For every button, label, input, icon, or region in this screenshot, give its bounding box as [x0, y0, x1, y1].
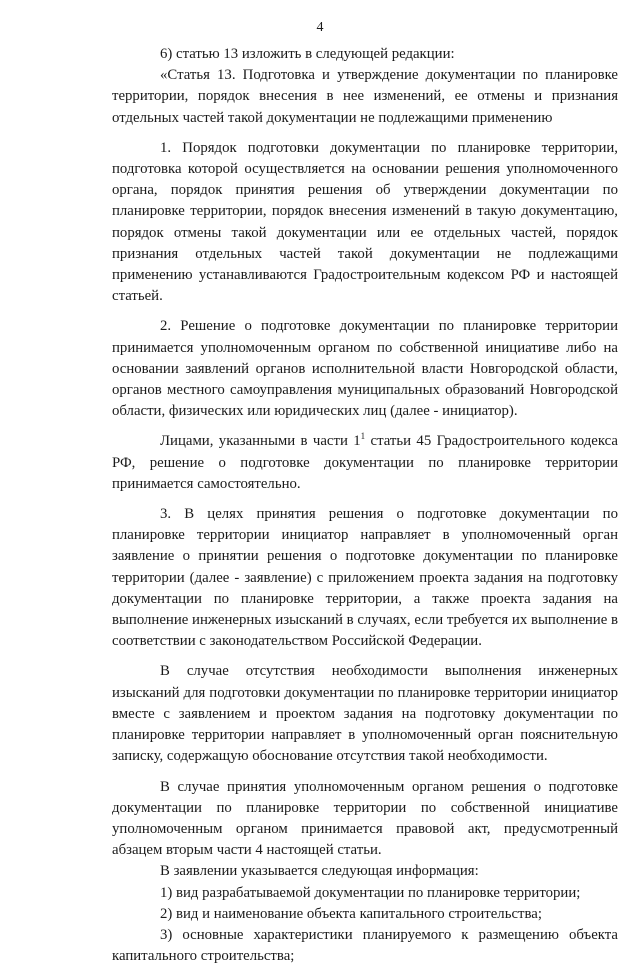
document-body [112, 44, 618, 967]
list-item-3: 3) основные характеристики планируемого к размещению объекта капитального строительства; [112, 926, 618, 965]
list-item-1: 1) вид разрабатываемой документации по планировке территории; [160, 884, 581, 901]
paragraph-part-2: 2. Решение о подготовке документации по планировке территории принимается уполномоченным органом по собственной инициативе либо на основании заявлений органов исполнительной власти Новгородской области, органов местного самоуправления муниципальных образований Новгородской области, физических или юридических лиц (далее - инициатор). [112, 318, 618, 420]
paragraph-amendment-intro: 6) статью 13 изложить в следующей редакции: [160, 46, 455, 62]
text-fragment: Лицами, указанными в части 1 [160, 433, 361, 450]
paragraph-application-info: В заявлении указывается следующая информация: [160, 863, 479, 880]
superscript: 1 [360, 431, 366, 442]
paragraph-part-3-own-initiative: В случае принятия уполномоченным органом решения о подготовке документации по планировке территории по собственной инициативе уполномоченным органом принимается правовой акт, предусмотренный абзацем вторым части 4 настоящей статьи. [112, 778, 618, 859]
paragraph-part-3-no-surveys: В случае отсутствия необходимости выполнения инженерных изысканий для подготовки документации по планировке территории инициатор вместе с заявлением и проектом задания на подготовку документации по планировке территории направляет в уполномоченный орган пояснительную записку, содержащую обоснование отсутствия такой необходимости. [112, 663, 618, 765]
paragraph-part-1: 1. Порядок подготовки документации по планировке территории, подготовка которой осуществляется на основании решения уполномоченного органа, порядок принятия решения об утверждении документации по планировке территории, порядок внесения изменений в такую документацию, порядок отмены такой документации или ее отдельных частей, порядок признания отдельных частей такой документации не подлежащими применению устанавливаются Градостроительным кодексом РФ и настоящей статьей. [112, 139, 618, 305]
paragraph-part-3: 3. В целях принятия решения о подготовке документации по планировке территории инициатор направляет в уполномоченный орган заявление о принятии решения о подготовке документации по планировке территории (далее - заявление) с приложением проекта задания на подготовку документации по планировке территории, а также проекта задания на выполнение инженерных изысканий в случаях, если требуется их выполнение в соответствии с законодательством Российской Федерации. [112, 506, 618, 650]
page-number: 4 [316, 20, 324, 35]
paragraph-article-title: «Статья 13. Подготовка и утверждение документации по планировке территории, порядок внесения в нее изменений, ее отмены и признания отдельных частей такой документации не подлежащими применению [112, 67, 618, 126]
paragraph-part-2-persons [112, 431, 618, 495]
text-fragment: статьи 45 Градостроительного кодекса РФ, решение о подготовке документации по планировке территории принимается самостоятельно. [112, 433, 618, 492]
list-item-2: 2) вид и наименование объекта капитального строительства; [160, 905, 542, 922]
